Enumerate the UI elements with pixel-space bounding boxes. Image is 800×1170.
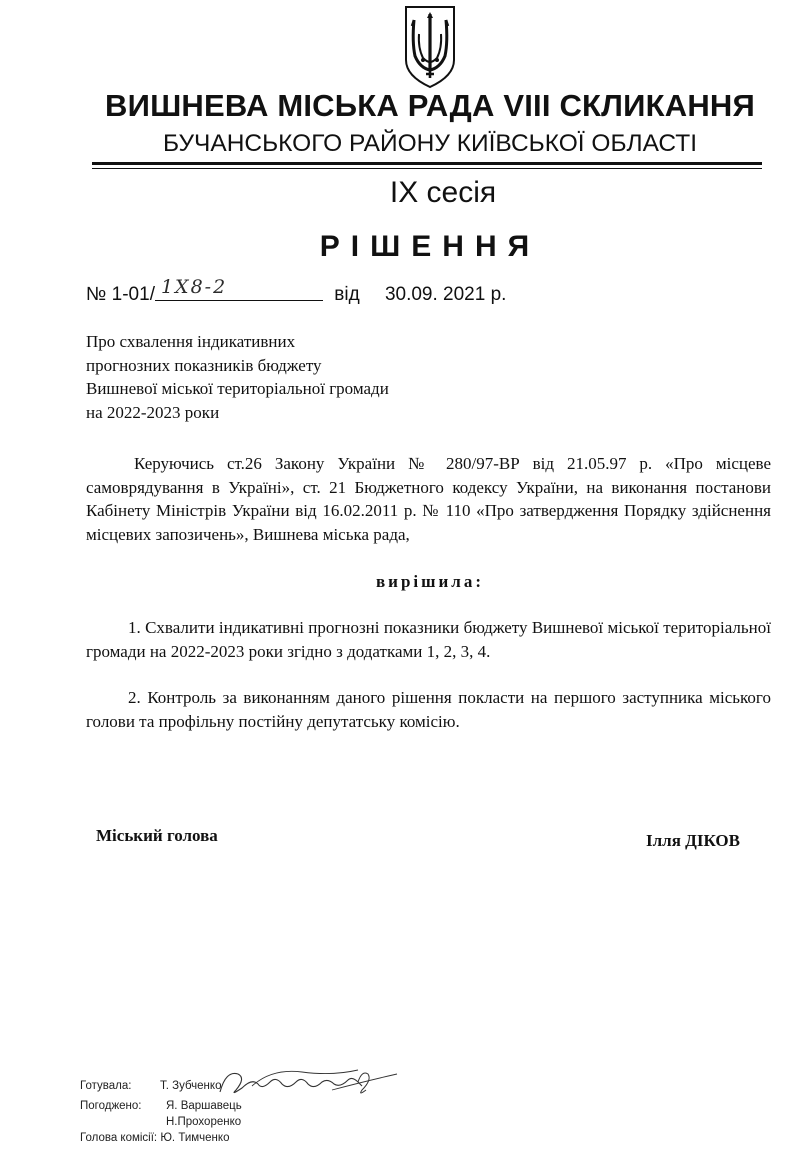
decision-number-field	[155, 276, 323, 301]
decision-item-2: 2. Контроль за виконанням даного рішення покласти на першого заступника міського голови та профільну постійну депутатську комісію.	[86, 688, 771, 731]
subject-line: прогнозних показників бюджету	[86, 355, 322, 375]
coat-of-arms-trident-icon	[402, 4, 458, 90]
prepared-by-label: Готувала:	[80, 1080, 132, 1092]
decision-date: 30.09. 2021 р.	[384, 284, 507, 305]
decided-heading: вирішила:	[376, 572, 484, 591]
agreed-by-label: Погоджено:	[80, 1100, 142, 1112]
subject-line: на 2022-2023 роки	[86, 402, 220, 422]
signatory-title: Міський голова	[96, 826, 218, 845]
district-name: БУЧАНСЬКОГО РАЙОНУ КИЇВСЬКОЇ ОБЛАСТІ	[162, 130, 698, 157]
agreed-by-name: Н.Прохоренко	[166, 1116, 242, 1128]
header-rule-thick	[92, 162, 762, 165]
document-type-title: РІШЕННЯ	[319, 230, 541, 263]
decision-subject	[86, 330, 506, 424]
subject-line: Про схвалення індикативних	[86, 332, 296, 351]
subject-line: Вишневої міської територіальної громади	[86, 379, 389, 398]
session-title: IX сесія	[389, 176, 497, 209]
signatory-name: Ілля ДІКОВ	[646, 831, 740, 850]
decision-number-prefix: № 1-01/	[86, 284, 155, 305]
preamble-paragraph: Керуючись ст.26 Закону України № 280/97-ВР від 21.05.97 р. «Про місцеве самоврядування в Україні», ст. 21 Бюджетного кодексу України, на виконання постанови Кабінету Міністрів України від 16.02.2011 р. № 110 «Про затвердження Порядку здійснення місцевих запозичень», Вишнева міська рада,	[86, 454, 771, 544]
date-from-label: від	[334, 284, 360, 305]
prepared-by-name: Т. Зубченко	[160, 1080, 222, 1092]
council-name: ВИШНЕВА МІСЬКА РАДА VIII СКЛИКАННЯ	[105, 88, 755, 123]
decision-number-line	[86, 276, 507, 306]
agreed-by-name: Я. Варшавець	[166, 1100, 242, 1112]
decision-number-handwritten: 1Х8-2	[160, 276, 228, 298]
header-rule-thin	[92, 168, 762, 169]
decision-item-1: 1. Схвалити індикативні прогнозні показники бюджету Вишневої міської територіальної громади на 2022-2023 роки згідно з додатками 1, 2, 3, 4.	[86, 618, 771, 661]
handwritten-signature-icon	[212, 1060, 402, 1104]
commission-head: Голова комісії: Ю. Тимченко	[80, 1132, 230, 1144]
